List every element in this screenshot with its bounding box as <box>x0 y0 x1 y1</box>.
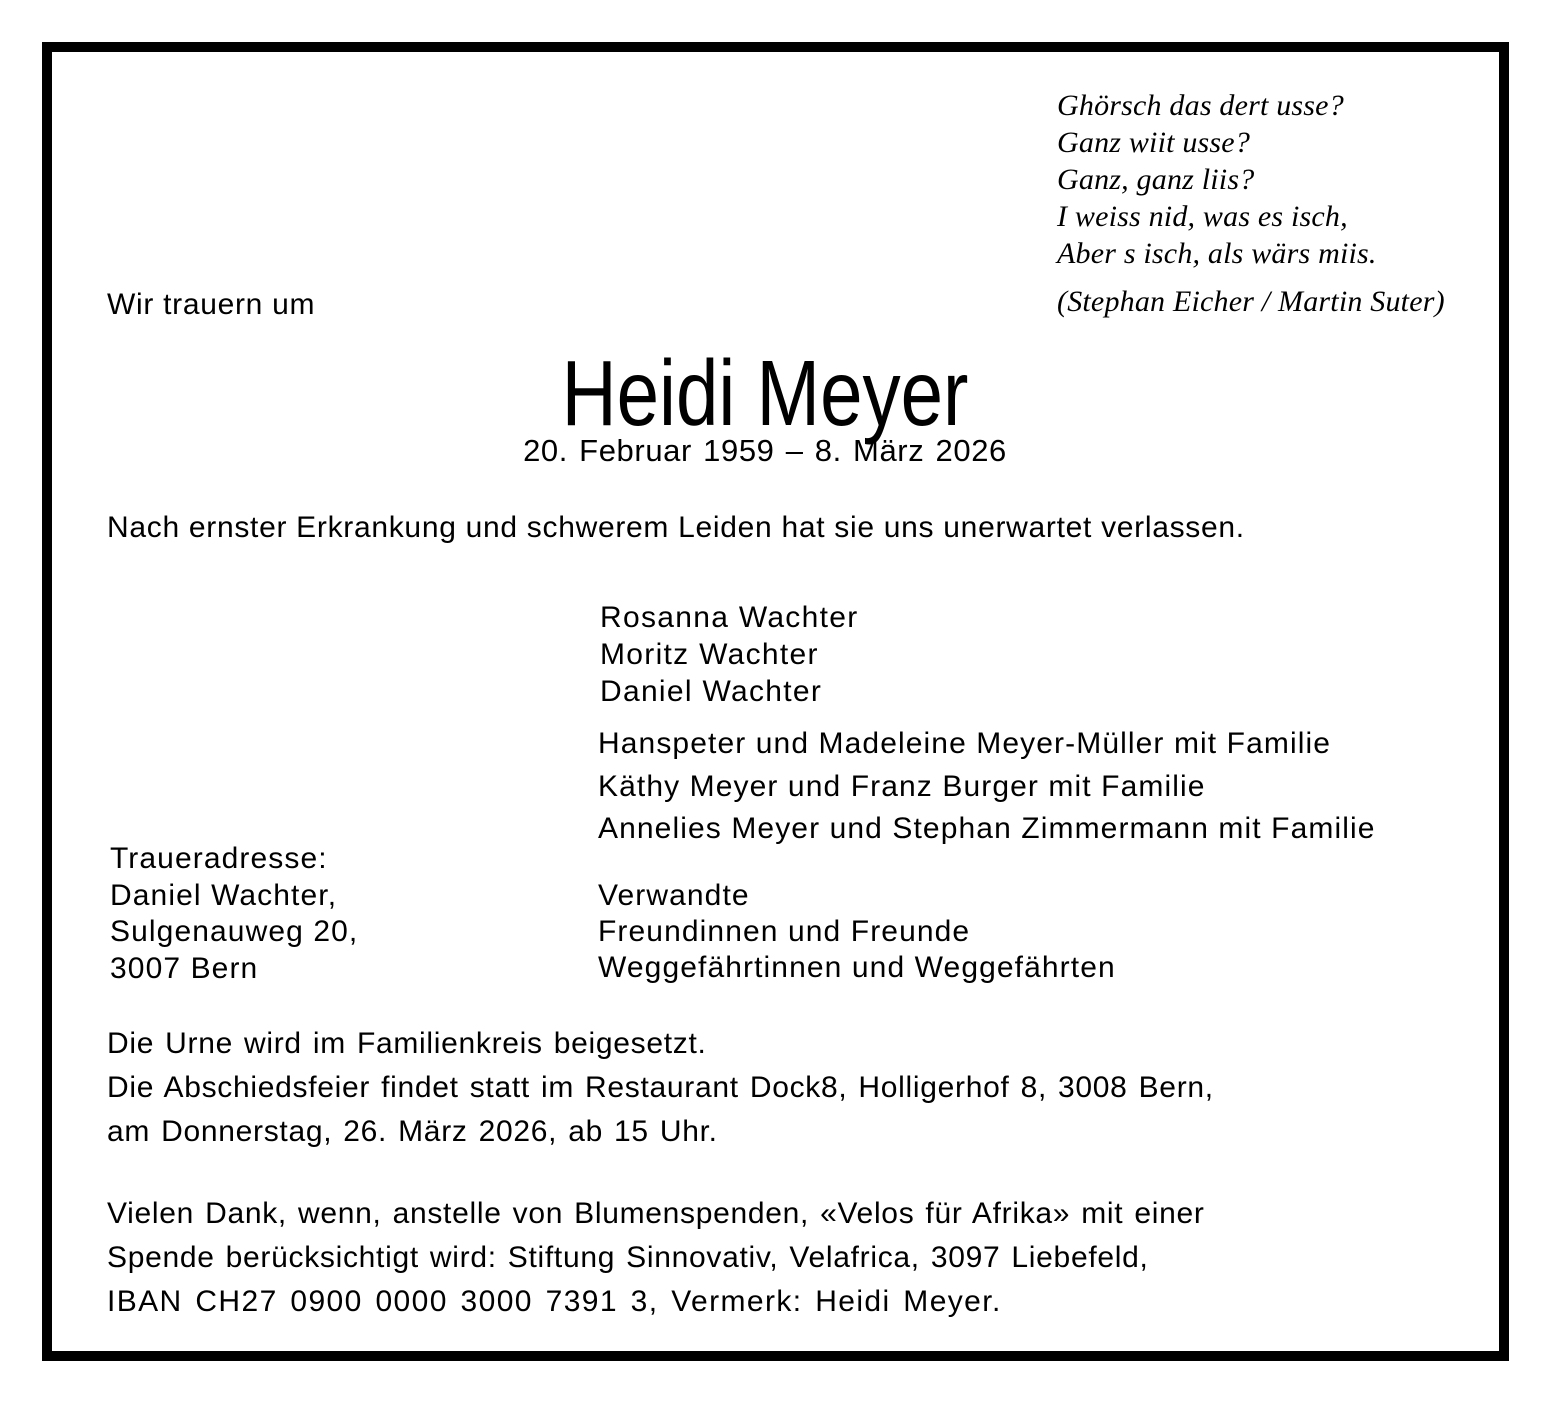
poem-line: Ghörsch das dert usse? <box>1057 89 1344 122</box>
deceased-name: Heidi Meyer <box>561 341 969 445</box>
poem <box>1057 87 1377 272</box>
families-list <box>598 723 1376 851</box>
children-list <box>600 599 859 710</box>
intro-label: Wir trauern um <box>107 288 316 321</box>
community-line: Weggefährtinnen und Weggefährten <box>598 951 1116 984</box>
donation-line: Spende berücksichtigt wird: Stiftung Sinnovativ, Velafrica, 3097 Liebefeld, <box>107 1241 1149 1274</box>
announcement-text: Nach ernster Erkrankung und schwerem Leiden hat sie uns unerwartet verlassen. <box>107 511 1245 544</box>
community-line: Verwandte <box>598 879 750 912</box>
child-name: Daniel Wachter <box>600 675 823 708</box>
burial-line: am Donnerstag, 26. März 2026, ab 15 Uhr. <box>107 1115 718 1148</box>
mourning-address-line: Daniel Wachter, <box>110 878 338 912</box>
child-name: Moritz Wachter <box>600 638 819 671</box>
mourning-address-line: 3007 Bern <box>110 951 259 985</box>
burial-info <box>107 1022 1214 1154</box>
poem-line: Ganz, ganz liis? <box>1057 163 1255 196</box>
family-line: Käthy Meyer und Franz Burger mit Familie <box>598 769 1206 803</box>
poem-line: Aber s isch, als wärs miis. <box>1057 237 1377 270</box>
burial-line: Die Urne wird im Familienkreis beigesetzt. <box>107 1027 707 1060</box>
family-line: Hanspeter und Madeleine Meyer-Müller mit Familie <box>598 727 1332 760</box>
poem-attribution: (Stephan Eicher / Martin Suter) <box>1057 285 1445 318</box>
community-line: Freundinnen und Freunde <box>598 915 971 948</box>
life-dates: 20. Februar 1959 – 8. März 2026 <box>523 433 1007 468</box>
poem-line: Ganz wiit usse? <box>1057 126 1251 159</box>
mourning-address-line: Sulgenauweg 20, <box>110 915 359 948</box>
mourning-address-label: Traueradresse: <box>110 842 328 875</box>
poem-line: I weiss nid, was es isch, <box>1057 200 1348 233</box>
family-line: Annelies Meyer und Stephan Zimmermann mit Familie <box>598 812 1376 845</box>
donation-line: Vielen Dank, wenn, anstelle von Blumenspenden, «Velos für Afrika» mit einer <box>107 1197 1205 1230</box>
donation-iban-line: IBAN CH27 0900 0000 3000 7391 3, Vermerk: Heidi Meyer. <box>107 1285 1002 1318</box>
community-list <box>598 878 1116 986</box>
burial-line: Die Abschiedsfeier findet statt im Restaurant Dock8, Holligerhof 8, 3008 Bern, <box>107 1071 1214 1104</box>
child-name: Rosanna Wachter <box>600 601 859 634</box>
donation-info <box>107 1192 1205 1324</box>
mourning-address <box>110 841 358 987</box>
